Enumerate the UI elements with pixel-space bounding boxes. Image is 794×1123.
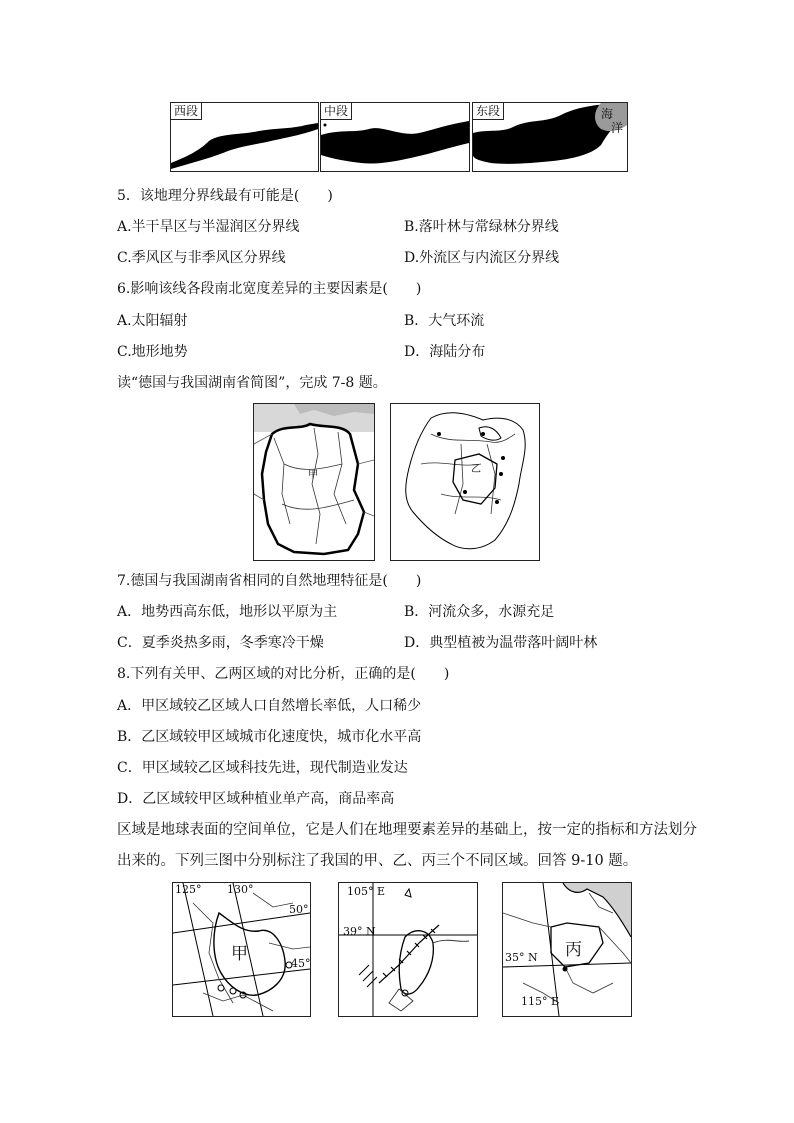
q6-stem: 6.影响该线各段南北宽度差异的主要因素是( ) (117, 281, 422, 297)
q8-option-b[interactable]: B．乙区域较甲区域城市化速度快，城市化水平高 (117, 729, 422, 745)
east-segment-panel (472, 102, 628, 172)
q7-stem: 7.德国与我国湖南省相同的自然地理特征是( ) (117, 573, 422, 589)
germany-map (253, 403, 375, 561)
germany-map-drawing (254, 404, 374, 560)
yi-lat-label: 39° N (343, 925, 376, 938)
jia-lon1-label: 125° (175, 883, 202, 896)
hunan-map (390, 403, 540, 561)
middle-segment-label: 中段 (321, 103, 352, 120)
boundary-segments-figure (170, 102, 630, 174)
yi-lon-label: 105° E (347, 885, 386, 898)
jia-lon2-label: 130° (227, 883, 254, 896)
region-yi-map (338, 882, 478, 1017)
jia-region-label: 甲 (231, 944, 248, 964)
east-segment-label: 东段 (473, 103, 504, 120)
jia-lat1-label: 50° (289, 903, 309, 916)
germany-label: 甲 (308, 470, 318, 481)
q6-option-a[interactable]: A.太阳辐射 (117, 313, 188, 329)
sea-label-2: 洋 (611, 121, 624, 135)
q6-option-d[interactable]: D．海陆分布 (404, 344, 486, 360)
intro-9-10-line2: 出来的。下列三图中分别标注了我国的甲、乙、丙三个不同区域。回答 9-10 题。 (117, 853, 638, 869)
q7-option-c[interactable]: C．夏季炎热多雨，冬季寒冷干燥 (117, 635, 324, 651)
q7-option-a[interactable]: A．地势西高东低，地形以平原为主 (117, 604, 338, 620)
q8-option-a[interactable]: A．甲区域较乙区域人口自然增长率低，人口稀少 (117, 698, 422, 714)
q8-option-d[interactable]: D．乙区域较甲区域种植业单产高，商品率高 (117, 791, 395, 807)
hunan-map-drawing (391, 404, 539, 560)
intro-9-10-line1: 区域是地球表面的空间单位，它是人们在地理要素差异的基础上，按一定的指标和方法划分 (117, 822, 697, 838)
bing-lon-label: 115° E (521, 995, 560, 1008)
middle-segment-panel (320, 102, 470, 172)
bing-region-label: 丙 (565, 940, 582, 960)
q7-option-d[interactable]: D．典型植被为温带落叶阔叶林 (404, 635, 598, 651)
q8-stem: 8.下列有关甲、乙两区域的对比分析，正确的是( ) (117, 666, 450, 682)
q7-option-b[interactable]: B．河流众多，水源充足 (404, 604, 555, 620)
bing-lat-label: 35° N (505, 951, 538, 964)
q6-option-c[interactable]: C.地形地势 (117, 344, 188, 360)
q5-stem: 5．该地理分界线最有可能是( ) (117, 188, 333, 204)
west-segment-label: 西段 (171, 103, 202, 120)
q8-option-c[interactable]: C．甲区域较乙区域科技先进，现代制造业发达 (117, 760, 408, 776)
q5-option-d[interactable]: D.外流区与内流区分界线 (404, 250, 560, 266)
q6-option-b[interactable]: B．大气环流 (404, 313, 485, 329)
q5-option-b[interactable]: B.落叶林与常绿林分界线 (404, 219, 559, 235)
sea-label-1: 海 (601, 107, 614, 121)
region-jia-map (172, 882, 311, 1017)
jia-lat2-label: 45° (291, 957, 311, 970)
intro-7-8: 读“德国与我国湖南省简图”，完成 7-8 题。 (117, 375, 387, 391)
hunan-label: 乙 (471, 464, 481, 475)
region-yi-drawing (339, 883, 477, 1016)
q5-option-a[interactable]: A.半干旱区与半湿润区分界线 (117, 219, 300, 235)
region-bing-map (502, 882, 632, 1017)
q5-option-c[interactable]: C.季风区与非季风区分界线 (117, 250, 286, 266)
west-segment-panel (170, 102, 319, 172)
